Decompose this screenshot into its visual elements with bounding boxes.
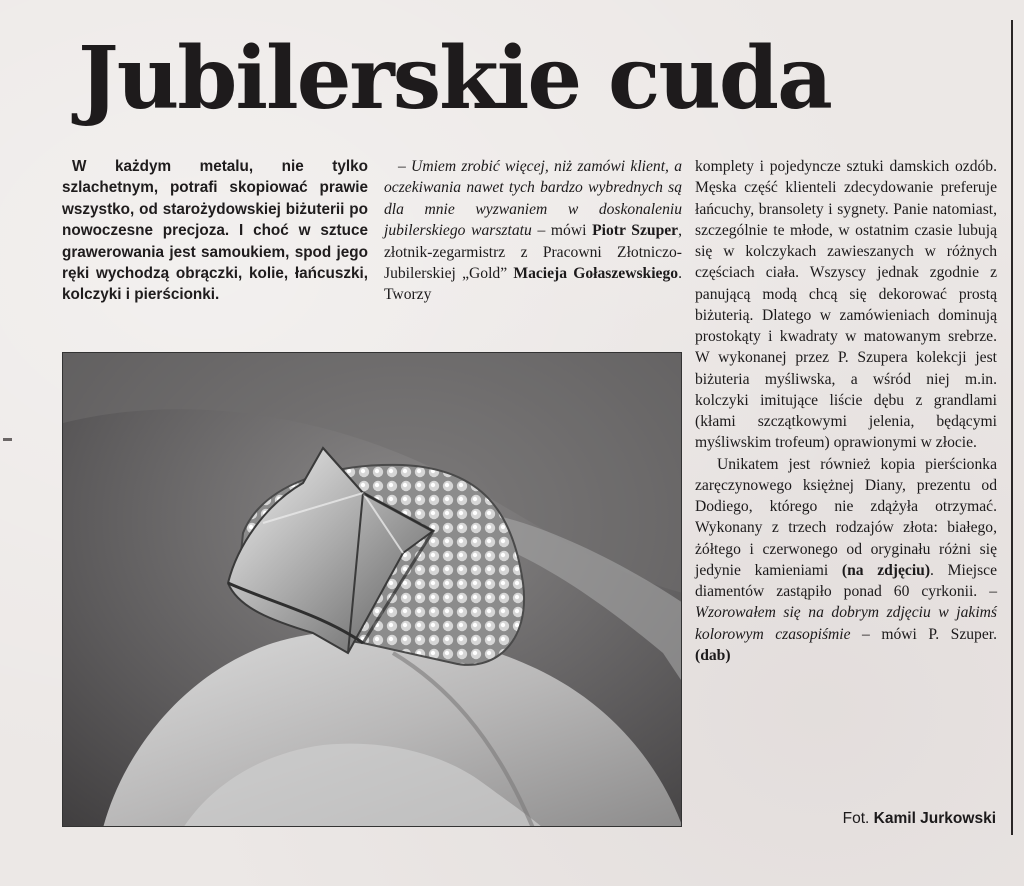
credit-prefix: Fot. [842, 810, 874, 827]
article-column-3 [695, 156, 997, 666]
ring-on-finger-image [63, 353, 682, 827]
p2-na-zdjeciu: (na zdjęciu) [841, 561, 931, 579]
quote-text: – Umiem zrobić więcej, niż zamówi klient, a oczekiwania nawet tych bardzo wybrednych są dla mnie wyzwaniem w doskonaleniu jubilerskiego warsztatu [384, 158, 682, 240]
role-text: , złotnik-zegarmistrz z Pracowni Złotniczo-Jubilerskiej „Gold” [384, 222, 682, 283]
column-3-paragraph-1: komplety i pojedyncze sztuki damskich ozdób. Męska część klienteli zdecydowanie preferuje łańcuchy, bransolety i sygnety. Panie natomiast, szczególnie te młode, w ostatnim czasie lubują się w kolczykach zawieszanych w różnych częściach ciała. Wszyscy jednak zgodnie z panującą modą chcą się dekorować prostą biżuterią. Dlatego w zamówieniach dominują prostokąty i kwadraty w matowanym srebrze. W wykonanej przez P. Szupera kolekcji jest biżuteria myśliwska, a wśród niej m.in. kolczyki imitujące liście dębu z grandlami (kłami szczątkowymi jelenia, będącymi myśliwskim trofeum) oprawionymi w złocie. [695, 158, 997, 452]
column-3-paragraph-2 [695, 454, 997, 667]
column-rule [1011, 20, 1013, 835]
tail-text: . Tworzy [384, 265, 682, 304]
lead-text: W każdym metalu, nie tylko szlachetnym, potrafi skopiować prawie wszystko, od starożydowskiej biżuterii po nowoczesne precjoza. I choć w sztuce grawerowania jest samoukiem, spod jego ręki wychodzą obrączki, kolie, łańcuszki, kolczyki i pierścionki. [62, 158, 368, 304]
p2-part-c: . Miejsce diamentów zastąpiło ponad 60 cyrkonii. – [695, 561, 997, 600]
headline: Jubilerskie cuda [78, 28, 831, 129]
name-piotr-szuper: Piotr Szuper [592, 222, 679, 240]
p2-part-a: Unikatem jest również kopia pierścionka zaręczynowego księżnej Diany, prezentu od Dodiego, którego nie zdążyła otrzymać. Wykonany z trzech rodzajów złota: białego, żółtego i czerwonego od oryginału różni się jedynie kamieniami [695, 455, 997, 579]
author-signature: (dab) [695, 646, 731, 664]
column-2-paragraph [384, 156, 682, 306]
credit-name: Kamil Jurkowski [873, 810, 996, 827]
article-column-2 [384, 156, 682, 306]
ring-photo [62, 352, 682, 827]
p2-quote: Wzorowałem się na dobrym zdjęciu w jakimś kolorowym czasopiśmie [695, 604, 997, 643]
margin-mark [3, 438, 12, 441]
said-text: – mówi [531, 222, 593, 240]
name-maciej-golaszewski: Macieja Gołaszewskiego [513, 265, 679, 283]
p2-part-e: – mówi P. Szuper. [850, 625, 998, 643]
photo-credit [760, 808, 996, 830]
lead-paragraph [62, 156, 368, 306]
